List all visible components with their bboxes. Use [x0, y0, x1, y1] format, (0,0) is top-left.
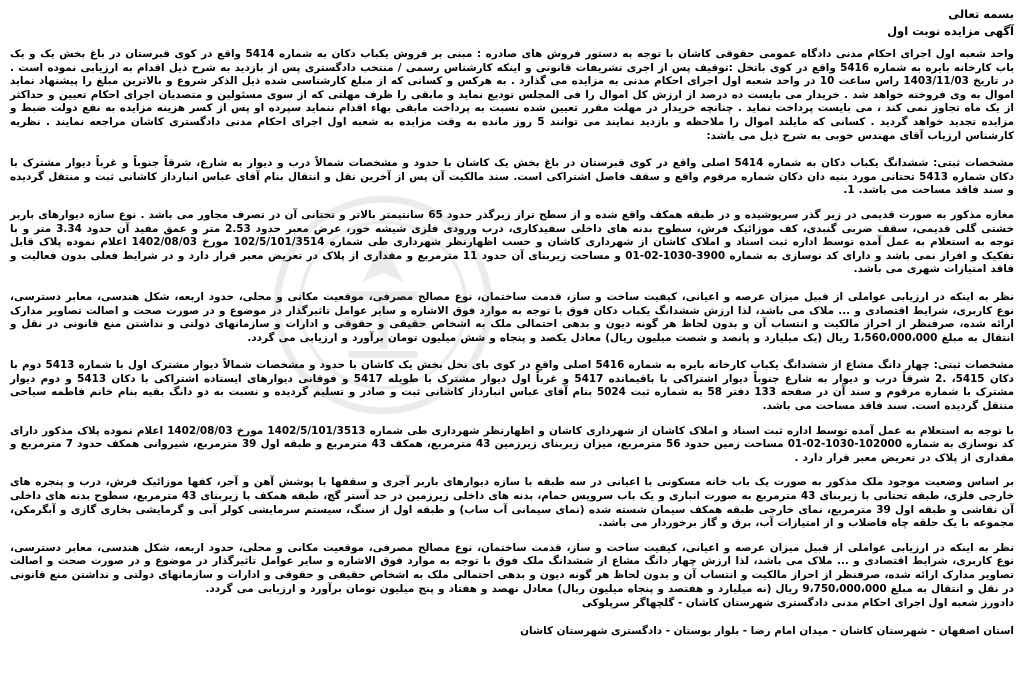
item1-valuation: نظر به اینکه در ارزیابی عواملی از قبیل میزان عرصه و اعیانی، کیفیت ساخت و ساز، قدمت ساختمان، نوع مصالح مصرفی، موقعیت مکانی و محلی، حدود اربعه، شکل هندسی، معابر دسترسی، نوع کاربری، شرایط اقتصادی و ... ملاک می باشد، لذا ارزش ششدانگ یکباب دکان فوق با توجه به موارد فوق الاشاره و سایر عوامل تاثیرگذار در موضوع و در صورت صحت و اصالت تصاویر مدارک ارائه شده، صرفنظر از احراز مالکیت و انتساب آن و بدون لحاظ هر گونه دیون و بدهی احتمالی ملک به اشخاص حقیقی و حقوقی و ادارات و سازمانهای دولتی و نداشتن منع قانونی در نقل و انتقال به مبلغ 1،560،000،000 ریال (یک میلیارد و پانصد و شصت میلیون ریال) معادل یکصد و پنجاه و شش میلیون تومان برآورد و ارزیابی می گردد.: [10, 290, 1014, 344]
item2-condition: بر اساس وضعیت موجود ملک مذکور به صورت یک باب خانه مسکونی با اعیانی در سه طبقه با سازه دیوارهای باربر آجری و سقفها با پوشش آهن و آجر، کفها موزائیک فرش، درب و پنجره های خارجی فلزی، طبقه تحتانی با زیربنای 43 مترمربع به صورت انباری و یک باب سرویس حمام، بدنه های داخلی زیرزمین در حد آستر گچ، طبقه همکف با زیربنای 43 مترمربع، سطوح بدنه های داخلی آن نقاشی و طبقه اول 39 مترمربع، نمای خارجی طبقه همکف سیمان شسته شده (نمای سیمانی آب ساب) و طبقه اول از سنگ، سیستم سرمایشی کولر آبی و گرمایشی بخاری گازی و آبگرمکن، مجموعه با یک حلقه چاه فاضلاب و از امتیازات آب، برق و گاز برخوردار می باشد.: [10, 476, 1014, 530]
item1-description: مغازه مذکور به صورت قدیمی در زیر گذر سرپوشیده و در طبقه همکف واقع شده و از سطح تراز زیرگذر حدود 65 سانتیمتر بالاتر و تحتانی آن در تصرف مجاور می باشد . نوع سازه دیوارهای باربر خشتی گلی قدیمی، سقف ضربی گنبدی، کف موزائیک فرش، سطوح بدنه های داخلی سفیدکاری، درب ورودی فلزی شیشه خور، عرض معبر حدود 2.53 متر و عمق مفید آن حدود 3.34 متر و با توجه به استعلام به عمل آمده توسط اداره ثبت اسناد و املاک کاشان از شهرداری کاشان و حسب اظهارنظر شهرداری طی شماره 102/5/101/3514 مورخ 1402/08/03 اعلام نموده پلاک قابل تفکیک و افراز نمی باشد و دارای کد نوسازی به شماره 3900-1030-02-01 و مساحت زیربنای آن حدود 11 مترمربع و مقداری از پلاک در تعریض معبر قرار دارد و در شرایط فعلی بدون فعالیت و فاقد امتیازات شهری می باشد.: [10, 208, 1015, 276]
item2-valuation: نظر به اینکه در ارزیابی عواملی از قبیل میزان عرصه و اعیانی، کیفیت ساخت و ساز، قدمت ساختمان، نوع مصالح مصرفی، موقعیت مکانی و محلی، حدود اربعه، شکل هندسی، معابر دسترسی، نوع کاربری، شرایط اقتصادی و ... ملاک می باشد، لذا ارزش چهار دانگ مشاع از ششدانگ ملک فوق با توجه به موارد فوق الاشاره و سایر عوامل تاثیرگذار در موضوع و در صورت صحت و اصالت تصاویر مدارک ارائه شده، صرفنظر از احراز مالکیت و انتساب آن و بدون لحاظ هر گونه دیون و بدهی احتمالی ملک به اشخاص حقیقی و حقوقی و ادارات و سازمانهای دولتی و نداشتن منع قانونی در نقل و انتقال به مبلغ 9،750،000،000 ریال (نه میلیارد و هفتصد و پنجاه میلیون ریال) معادل نهصد و هفتاد و پنج میلیون تومان برآورد و ارزیابی می گردد.: [10, 541, 1014, 595]
notice-title: آگهی مزایده نوبت اول: [887, 24, 1014, 38]
court-address: استان اصفهان - شهرستان کاشان - میدان امام رضا - بلوار بوستان - دادگستری شهرستان کاشان: [520, 625, 1014, 638]
intro-paragraph: واحد شعبه اول اجرای احکام مدنی دادگاه عمومی حقوقی کاشان با توجه به دستور فروش های صادره : مبنی بر فروش یکباب دکان به شماره 5414 واقع در کوی قبرستان در باغ بخش یک و یک باب کارخانه بایره به شماره 5416 واقع در کوی باتخل :توقیف پس از اجری تشریفات قانونی و اینکه کارشناس رسمی / منتخب دادگستری پس از بازدید به شرح ذیل اقدام به ارزیابی نموده است . در تاریخ 1403/11/03 راس ساعت 10 در واحد شعبه اول اجرای احکام مدنی به مزایده می گذارد . به هرکس و کسانی که از مبلغ کارشناسی شده ذیل الذکر شروع و بالاترین مبلغ را پیشنهاد نماید اموال به وی فروخته خواهد شد . خریدار می بایست ده درصد از ارزش کل اموال را فی المجلس تودیع نماید و مابقی را ظرف مهلتی که از سوی مسئولین و متصدیان اجرای احکام تعیین و حداکثر از یک ماه تجاوز نمی کند ، می بایست پرداخت نماید . چنانچه خریدار در مهلت مقرر تعیین شده نسبت به پرداخت مابقی بهاء اقدام ننماید سپرده او پس از کسر هزینه مزایده به نفع دولت ضبط و مزایده تجدید خواهد گردید . کسانی که مایلند اموال را ملاحظه و بازدید نمایند می توانند 5 روز مانده به وقت مزایده به شعبه اول اجرای احکام مدنی دادگستری کاشان مراجعه نمایند . نظریه کارشناس ارزیاب آقای مهندس خوبی به شرح ذیل می باشد:: [10, 48, 1015, 142]
item1-registration-spec: مشخصات ثبتی: ششدانگ یکباب دکان به شماره 5414 اصلی واقع در کوی قبرستان در باغ بخش یک کاشان با حدود و مشخصات شمالاً درب و دیوار به شارع، شرقاً جنوباً و غرباً دیوار مشترک با دکان شماره 5413 تحتانی مورد بنیه دان دکان شماره مرقوم واقع و سقف فاصل اشتراکی است. سند مالکیت آن پس از آخرین نقل و انتقال بنام آقای عباس انبارداز کاشانی ثبت و منتقل گردیده و سند فاقد مساحت می باشد. 1.: [10, 157, 1014, 197]
item2-registration-spec: مشخصات ثبتی: چهار دانگ مشاع از ششدانگ یکباب کارخانه بایره به شماره 5416 اصلی واقع در کوی بای نخل بخش یک کاشان با حدود و مشخصات شمالاً دیوار مشترک اول با شماره 5413 دوم با دکان 5415، .2 شرقاً درب و دیوار به شارع جنوباً دیوار اشتراکی با باقیمانده 5417 و غرباً اول دیوار مشترک با طویله 5417 و فوقانی دیوارهای ایستاده اشتراکی با دکان 5413 و دوم دیوار مشترک با شماره مرقوم و سند آن در صفحه 133 دفتر 58 به شماره ثبت 5024 بنام آقای عباس انبارداز کاشانی ثبت و صادر و تسلیم گردیده و نسبت به دو دانگ بقیه بنام خانم فاطمه سیاحی منتقل گردیده است. سند فاقد مساحت می باشد.: [10, 359, 1015, 413]
basmala-heading: بسمه تعالی: [948, 7, 1014, 21]
signature-line: دادورز شعبه اول اجرای احکام مدنی دادگستری شهرستان کاشان - گلچهاگر سرپلوکی: [581, 597, 1014, 610]
item2-municipal-inquiry: با توجه به استعلام به عمل آمده توسط اداره ثبت اسناد و املاک کاشان از شهرداری کاشان و اظهارنظر شهرداری طی شماره 1402/5/101/3513 مورخ 1402/08/03 اعلام نموده پلاک مذکور دارای کد نوسازی به شماره 102000-1030-02-01 مساحت زمین حدود 56 مترمربع، میزان زیربنای زیرزمین 43 مترمربع، همکف 43 مترمربع و طبقه اول 39 مترمربع، شیروانی همکف حدود 7 مترمربع و مقداری از پلاک در تعریض معبر قرار دارد .: [10, 424, 1014, 464]
